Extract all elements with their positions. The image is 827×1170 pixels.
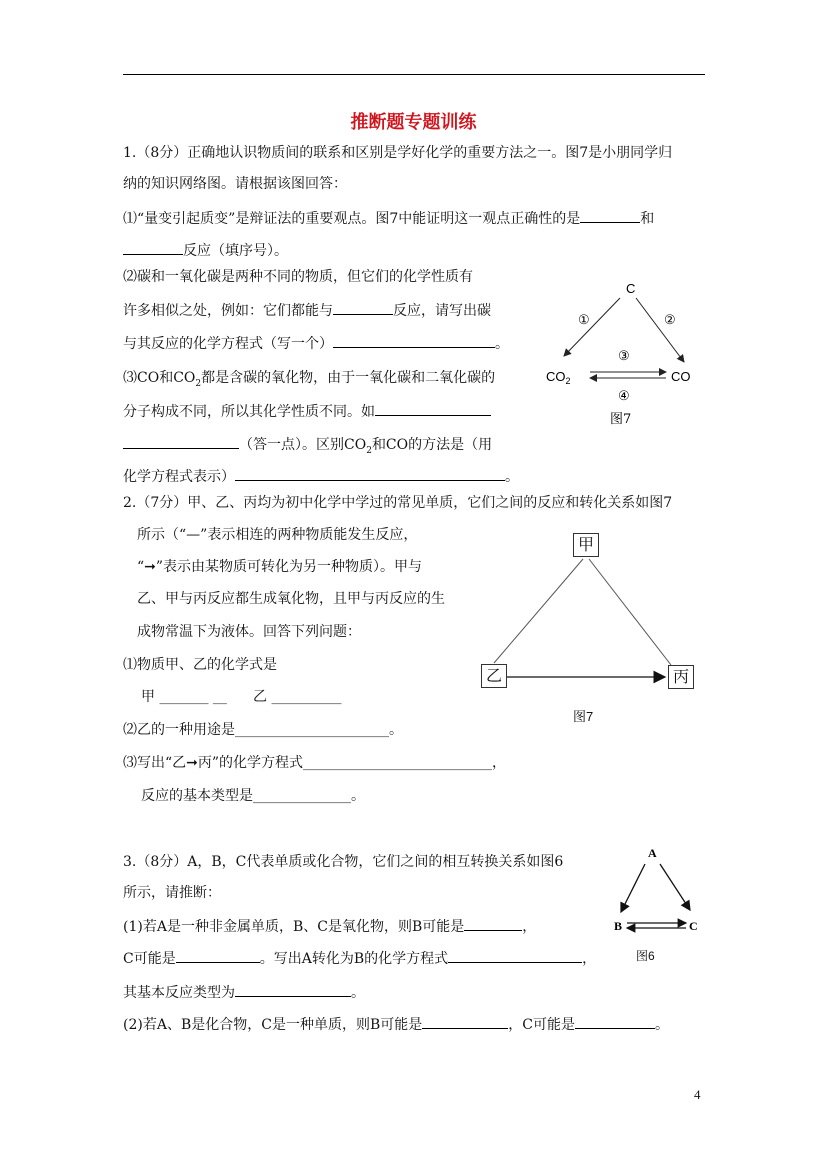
fig7-label-1: ①	[578, 313, 590, 328]
q2-line-2: 所示（“—”表示相连的两种物质能发生反应，	[137, 527, 418, 543]
fig7-arrow-1	[564, 298, 620, 356]
q1-line-3	[123, 208, 654, 228]
q3-line-4	[123, 948, 596, 968]
q1-line-11	[123, 466, 519, 486]
q3-blank-1[interactable]	[464, 916, 522, 931]
q1-period: 。	[495, 336, 509, 352]
fig7-node-c: C	[626, 281, 636, 296]
q1-blank-7[interactable]	[235, 466, 505, 481]
fig7-label-4: ④	[618, 389, 630, 404]
q1-part-2-cont: 反应，请写出碳	[393, 303, 491, 319]
fig6-node-a: A	[648, 846, 657, 860]
q1-blank-1[interactable]	[580, 208, 640, 223]
q3-part-2-cont: ，C可能是	[508, 1017, 575, 1033]
q1-blank-6[interactable]	[123, 434, 239, 449]
page-title: 推断题专题训练	[350, 112, 477, 133]
q1-part-3-example: 分子构成不同，所以其化学性质不同。如	[123, 404, 375, 420]
q2-line-6: ⑴物质甲、乙的化学式是	[123, 657, 277, 673]
q1-blank-3[interactable]	[333, 300, 393, 315]
fig7-caption: 图7	[610, 412, 632, 427]
q2-line-7b: 乙 __________	[253, 689, 342, 705]
page-number: 4	[694, 1087, 701, 1102]
fig7b-edge-jia-bing	[589, 559, 671, 665]
fig6-node-b: B	[614, 919, 623, 933]
q1-blank-2[interactable]	[123, 240, 183, 255]
q3-line-5	[123, 982, 365, 1002]
q3-figure	[600, 842, 710, 967]
q1-part-2-text: 许多相似之处，例如：它们都能与	[123, 303, 333, 319]
q1-part-3-distinguish-cont: 和CO的方法是（用	[371, 437, 493, 453]
q2-line-8: ⑵乙的一种用途是______________________。	[123, 722, 403, 738]
q3-period-2: 。	[654, 1017, 669, 1033]
q1-part-1-text: ⑴“量变引起质变”是辩证法的重要观点。图7中能证明这一观点正确性的是	[123, 211, 581, 227]
fig7-label-2: ②	[664, 313, 676, 328]
fig6-node-c: C	[689, 919, 698, 933]
q1-line-8	[123, 369, 495, 393]
q1-line-10	[123, 434, 492, 460]
q1-part-1-and: 和	[640, 211, 655, 227]
q1-part-1-end: 反应（填序号）。	[183, 243, 288, 259]
fig6-arrow-ab	[621, 864, 645, 912]
fig7b-node-jia: 甲	[573, 533, 599, 557]
q1-line-7	[123, 333, 509, 353]
header-rule	[123, 74, 705, 75]
q3-comma: ，	[522, 919, 537, 935]
q2-line-3: “➞”表示由某物质可转化为另一种物质）。甲与	[137, 559, 423, 575]
q2-line-5: 成物常温下为液体。回答下列问题：	[137, 624, 361, 640]
q2-line-4: 乙、甲与丙反应都生成氧化物，且甲与丙反应的生	[137, 591, 445, 607]
q1-blank-4[interactable]	[333, 333, 495, 348]
q3-blank-4[interactable]	[235, 982, 351, 997]
q3-blank-5[interactable]	[422, 1014, 508, 1029]
q1-sub-2b: 2	[366, 445, 372, 456]
q1-part-3-equation-text: 化学方程式表示）	[123, 469, 235, 485]
q3-blank-2[interactable]	[176, 948, 260, 963]
q3-line-6	[123, 1014, 669, 1034]
fig7-node-co: CO	[671, 369, 691, 384]
fig7-label-3: ③	[618, 349, 630, 364]
q3-period: 。	[351, 985, 365, 1001]
q1-part-2-equation-text: 与其反应的化学方程式（写一个）	[123, 336, 333, 352]
q2-line-10: 反应的基本类型是______________。	[141, 788, 365, 804]
q1-line-4	[123, 240, 288, 260]
fig7b-caption: 图7	[573, 709, 594, 724]
q1-part-3-text: ⑶CO和CO	[123, 370, 196, 386]
q2-line-7a: 甲 _______ __	[141, 689, 227, 705]
q1-line-1: 1.（8分）正确地认识物质间的联系和区别是学好化学的重要方法之一。图7是小朋同学归	[123, 145, 673, 161]
fig7b-node-yi: 乙	[481, 664, 507, 688]
q3-line-3	[123, 916, 536, 936]
q2-line-9: ⑶写出“乙➞丙”的化学方程式___________________________，	[123, 755, 507, 771]
q1-figure	[540, 280, 710, 430]
fig7-arrow-2	[636, 298, 684, 362]
q2-line-1: 2.（7分）甲、乙、丙均为初中化学中学过的常见单质，它们之间的反应和转化关系如图7	[123, 495, 673, 511]
q1-blank-5[interactable]	[375, 401, 491, 416]
q3-blank-6[interactable]	[575, 1014, 655, 1029]
q3-comma-2: ，	[582, 951, 597, 967]
fig6-caption: 图6	[636, 949, 655, 963]
q3-equation-text: 。写出A转化为B的化学方程式	[259, 951, 449, 967]
q3-part-1-text: (1)若A是一种非金属单质，B、C是氧化物，则B可能是	[123, 919, 465, 935]
fig7b-node-bing: 丙	[668, 665, 694, 689]
q1-line-5: ⑵碳和一氧化碳是两种不同的物质，但它们的化学性质有	[123, 269, 473, 285]
q1-line-6	[123, 300, 491, 320]
q3-part-2-text: (2)若A、B是化合物，C是一种单质，则B可能是	[123, 1017, 423, 1033]
q3-line-2: 所示，请推断：	[123, 885, 221, 901]
fig7b-edge-jia-yi	[494, 559, 583, 663]
fig7-node-co2: $CO_2$	[546, 369, 571, 386]
q1-part-3-distinguish: （答一点）。区别CO	[239, 437, 367, 453]
q1-part-3-cont: 都是含碳的氧化物，由于一氧化碳和二氧化碳的	[201, 370, 496, 386]
q3-reaction-type-text: 其基本反应类型为	[123, 985, 235, 1001]
q1-period-2: 。	[505, 469, 519, 485]
q3-c-text: C可能是	[123, 951, 176, 967]
q3-blank-3[interactable]	[448, 948, 582, 963]
fig6-arrow-ac	[660, 864, 690, 910]
q1-line-2: 纳的知识网络图。请根据该图回答：	[123, 176, 347, 192]
q1-line-9	[123, 401, 491, 421]
q3-line-1: 3.（8分）A，B，C代表单质或化合物，它们之间的相互转换关系如图6	[123, 854, 564, 870]
q1-sub-2: 2	[195, 378, 202, 389]
